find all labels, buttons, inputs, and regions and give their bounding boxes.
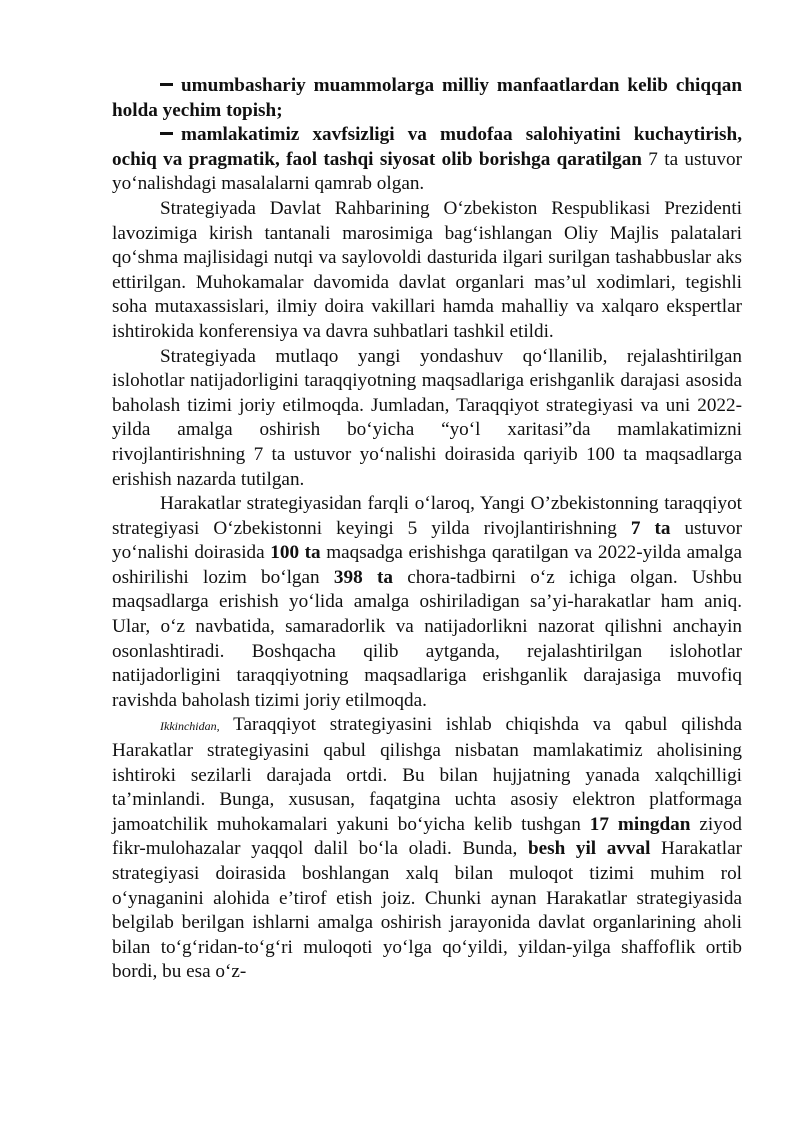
paragraph-5 <box>112 492 742 713</box>
p6-lead: Ikkinchidan, <box>160 719 220 734</box>
list-item-2-bold: mamlakatimiz xavfsizligi va mudofaa salohiyatini kuchaytirish, ochiq va pragmatik, faol tashqi siyosat olib borishga qaratilgan <box>112 124 742 170</box>
document-page <box>112 74 742 985</box>
p5-bold-2: 100 ta <box>270 542 321 564</box>
p5-text-2: ustuvor yo‘nalishi doirasida <box>112 517 743 564</box>
list-item-1-text: umumbashariy muammolarga milliy manfaatlardan kelib chiqqan holda yechim topish; <box>112 75 742 121</box>
p6-bold-2: besh yil avval <box>527 838 651 860</box>
list-item-1 <box>112 74 742 123</box>
paragraph-4: Strategiyada mutlaqo yangi yondashuv qo‘llanilib, rejalashtirilgan islohotlar natijadorligini taraqqiyotning maqsadlariga erishganlik darajasi asosida baholash tizimi joriy etilmoqda. Jumladan, Taraqqiyot strategiyasi va uni 2022-yilda amalga oshirish bo‘yicha “yo‘l xaritasi”da mamlakatimizni rivojlantirishning 7 ta ustuvor yo‘nalishi doirasida qariyib 100 ta maqsadlarga erishish nazarda tutilgan. <box>112 345 742 490</box>
p6-text-1: Taraqqiyot strategiyasini ishlab chiqishda va qabul qilishda Harakatlar strategiyasini qabul qilishga nisbatan mamlakatimiz aholisining ishtiroki sezilarli darajada ortdi. Bu bilan hujjatning yanada xalqchilligi ta’minlandi. Bunga, xususan, faqatgina uchta asosiy elektron platformaga jamoatchilik muhokamalari yakuni bo‘yicha kelib tushgan <box>112 714 742 835</box>
p5-bold-3: 398 ta <box>333 566 393 588</box>
list-item-2-text: 7 ta ustuvor yo‘nalishdagi masalalarni qamrab olgan. <box>112 148 742 195</box>
paragraph-3: Strategiyada Davlat Rahbarining O‘zbekiston Respublikasi Prezidenti lavozimiga kirish tantanali marosimiga bag‘ishlangan Oliy Majlis palatalari qo‘shma majlisidagi nutqi va saylovoldi dasturida ilgari surilgan tashabbuslar aks ettirilgan. Muhokamalar davomida davlat organlari mas’ul xodimlari, tegishli soha mutaxassislari, ilmiy doira vakillari hamda mahalliy va xalqaro ekspertlar ishtirokida konferensiya va davra suhbatlari tashkil etildi. <box>112 197 742 342</box>
p6-text-2: ziyod fikr-mulohazalar yaqqol dalil bo‘la oladi. Bunda, <box>112 813 743 860</box>
p6-text-3: Harakatlar strategiyasi doirasida boshlangan xalq bilan muloqot tizimi muhim rol o‘ynaganini alohida e’tirof etish joiz. Chunki aynan Harakatlar strategiyasida belgilab berilgan ishlarni amalga oshirish jarayonida davlat organlarining aholi bilan to‘g‘ridan-to‘g‘ri muloqoti yo‘lga qo‘yildi, yildan-yilga shaffoflik ortib bordi, bu esa o‘z- <box>112 838 742 983</box>
p5-text-4: chora-tadbirni o‘z ichiga olgan. Ushbu maqsadlarga erishish yo‘lida amalga oshiriladigan sa’yi-harakatlar ham aniq. Ular, o‘z navbatida, samaradorlik va natijadorlikni nazorat qilishni anchayin osonlashtiradi. Boshqacha qilib aytganda, rejalashtirilgan islohotlar natijadorligini taraqqiyotning maqsadlariga erishganlik darajasiga muvofiq ravishda baholash tizimi joriy etilmoqda. <box>112 566 742 711</box>
dash-bullet <box>160 83 173 86</box>
list-item-2 <box>112 123 742 197</box>
dash-bullet <box>160 132 173 135</box>
p6-bold-1: 17 mingdan <box>589 813 691 835</box>
paragraph-6 <box>112 713 742 985</box>
p5-bold-1: 7 ta <box>630 517 671 539</box>
p5-text-3: maqsadga erishishga qaratilgan va 2022-yilda amalga oshirilishi lozim bo‘lgan <box>112 542 743 588</box>
p5-text-1: Harakatlar strategiyasidan farqli o‘laroq, Yangi O’zbekistonning taraqqiyot strategiyasi O‘zbekistonni keyingi 5 yilda rivojlantirishning <box>112 493 742 539</box>
